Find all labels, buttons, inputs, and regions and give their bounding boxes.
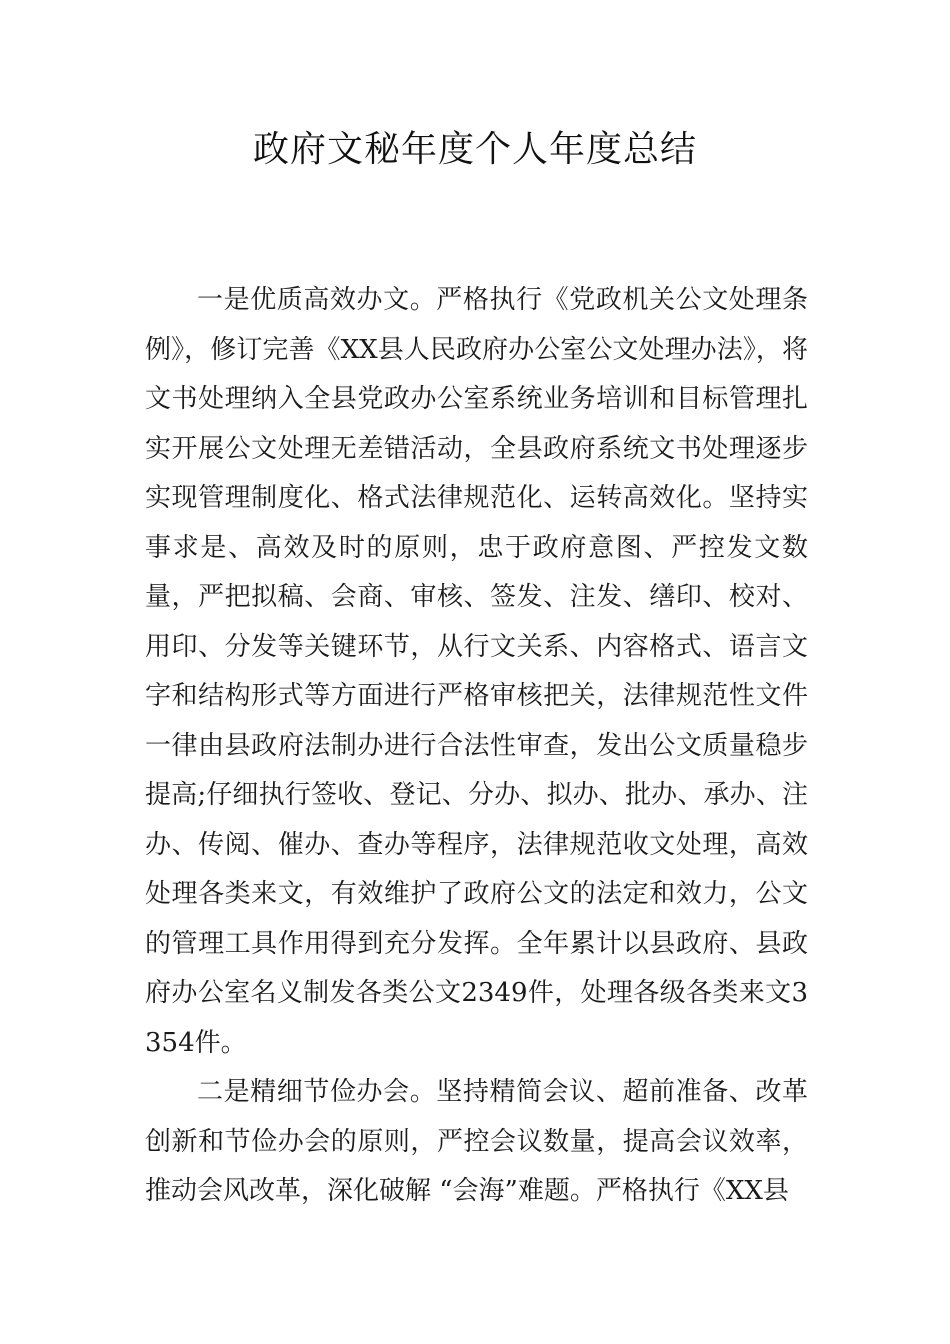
paragraph-2: 二是精细节俭办会。坚持精简会议、超前准备、改革创新和节俭办会的原则，严控会议数量，提高会议效率，推动会风改革，深化破解 “会海”难题。严格执行《XX县 (145, 1077, 808, 1206)
paragraph-1: 一是优质高效办文。严格执行《党政机关公文处理条例》，修订完善《XX县人民政府办公室公文处理办法》，将文书处理纳入全县党政办公室系统业务培训和目标管理扎实开展公文处理无差错活动，全县政府系统文书处理逐步实现管理制度化、格式法律规范化、运转高效化。坚持实事求是、高效及时的原则，忠于政府意图、严控发文数量，严把拟稿、会商、审核、签发、注发、缮印、校对、用印、分发等关键环节，从行文关系、内容格式、语言文字和结构形式等方面进行严格审核把关，法律规范性文件一律由县政府法制办进行合法性审查，发出公文质量稳步提高;仔细执行签收、登记、分办、拟办、批办、承办、注办、传阅、催办、查办等程序，法律规范收文处理，高效处理各类来文，有效维护了政府公文的法定和效力，公文的管理工具作用得到充分发挥。全年累计以县政府、县政府办公室名义制发各类公文2349件，处理各级各类来文3354件。 (145, 285, 808, 1058)
document-body (145, 276, 808, 1217)
document-title: 政府文秘年度个人年度总结 (252, 129, 697, 170)
